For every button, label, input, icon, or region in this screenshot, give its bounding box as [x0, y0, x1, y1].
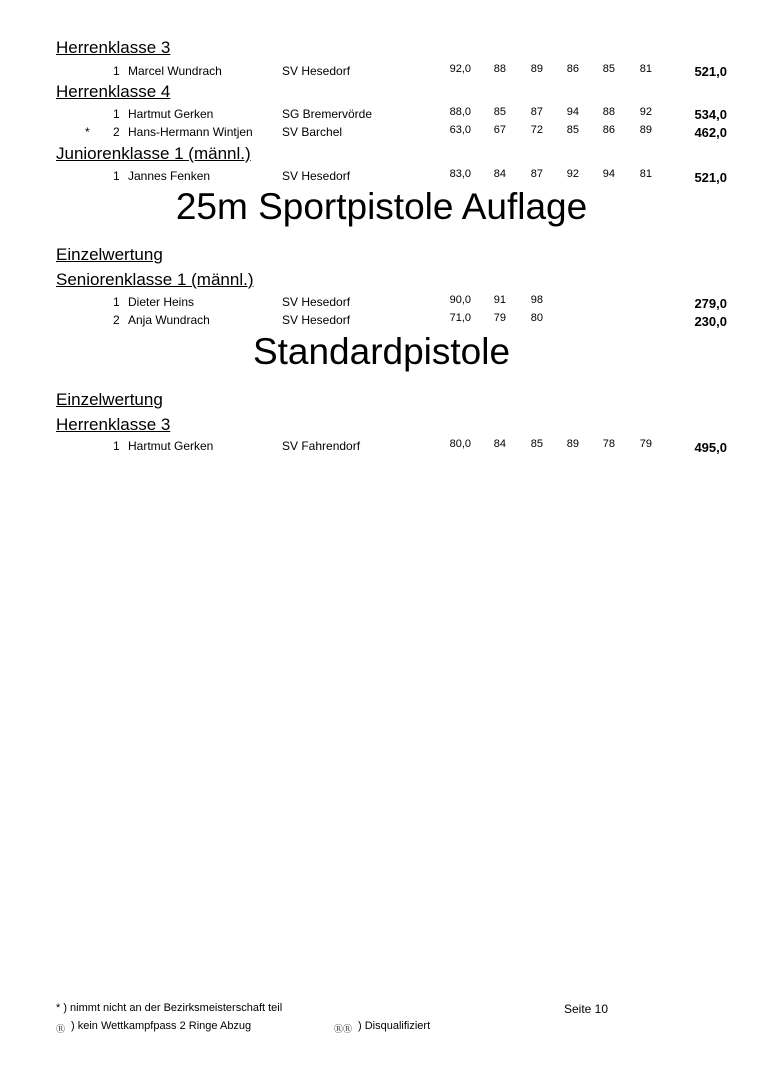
score: 85	[602, 63, 615, 75]
ranking-type-heading: Einzelwertung	[56, 390, 163, 409]
score: 79	[639, 438, 652, 450]
total-score: 521,0	[694, 170, 727, 185]
rank: 1	[113, 295, 120, 309]
score: 63,0	[449, 124, 471, 136]
score: 71,0	[449, 312, 471, 324]
footnote-non-participant: * ) nimmt nicht an der Bezirksmeisterschaft teil	[56, 1002, 283, 1014]
total-score: 495,0	[694, 440, 727, 455]
class-heading: Herrenklasse 3	[56, 415, 171, 434]
score: 89	[639, 124, 652, 136]
score: 87	[530, 106, 543, 118]
total-score: 521,0	[694, 64, 727, 79]
shooter-name: Jannes Fenken	[128, 169, 211, 183]
score: 92,0	[449, 63, 471, 75]
score: 92	[639, 106, 652, 118]
footnote-no-pass: ) kein Wettkampfpass 2 Ringe Abzug	[71, 1020, 252, 1032]
score: 84	[493, 168, 506, 180]
score: 90,0	[449, 294, 471, 306]
score: 94	[602, 168, 615, 180]
rank: 1	[113, 169, 120, 183]
total-score: 279,0	[694, 296, 727, 311]
score: 87	[530, 168, 543, 180]
score: 67	[493, 124, 506, 136]
shooter-name: Hans-Hermann Wintjen	[128, 125, 253, 139]
page-number: Seite 10	[564, 1002, 609, 1016]
score: 98	[530, 294, 543, 306]
class-heading: Herrenklasse 3	[56, 38, 171, 57]
rank: 2	[113, 313, 120, 327]
score: 85	[566, 124, 579, 136]
score: 88,0	[449, 106, 471, 118]
footnote-disqualified: ) Disqualifiziert	[358, 1020, 431, 1032]
discipline-title: Standardpistole	[252, 331, 511, 372]
no-pass-symbol: Ⓡ	[56, 1024, 66, 1034]
club-name: SV Barchel	[282, 125, 343, 139]
club-name: SV Hesedorf	[282, 64, 351, 78]
score: 94	[566, 106, 579, 118]
class-heading: Seniorenklasse 1 (männl.)	[56, 270, 254, 289]
score: 78	[602, 438, 615, 450]
score: 85	[530, 438, 543, 450]
score: 85	[493, 106, 506, 118]
discipline-title: 25m Sportpistole Auflage	[175, 186, 588, 227]
score: 84	[493, 438, 506, 450]
score: 88	[602, 106, 615, 118]
score: 86	[566, 63, 579, 75]
score: 92	[566, 168, 579, 180]
score: 72	[530, 124, 543, 136]
shooter-name: Anja Wundrach	[128, 313, 210, 327]
total-score: 534,0	[694, 107, 727, 122]
score: 79	[493, 312, 506, 324]
club-name: SV Hesedorf	[282, 295, 351, 309]
shooter-name: Marcel Wundrach	[128, 64, 222, 78]
total-score: 230,0	[694, 314, 727, 329]
rank: 1	[113, 64, 120, 78]
shooter-name: Dieter Heins	[128, 295, 195, 309]
disqualified-symbol: ⓇⓇ	[334, 1024, 353, 1034]
rank: 1	[113, 107, 120, 121]
score: 81	[639, 168, 652, 180]
score: 80,0	[449, 438, 471, 450]
score: 89	[530, 63, 543, 75]
ranking-type-heading: Einzelwertung	[56, 245, 163, 264]
shooter-name: Hartmut Gerken	[128, 107, 214, 121]
total-score: 462,0	[694, 125, 727, 140]
score: 80	[530, 312, 543, 324]
non-participant-mark: *	[85, 125, 90, 139]
club-name: SG Bremervörde	[282, 107, 373, 121]
score: 88	[493, 63, 506, 75]
score: 89	[566, 438, 579, 450]
rank: 1	[113, 439, 120, 453]
score: 86	[602, 124, 615, 136]
class-heading: Herrenklasse 4	[56, 82, 171, 101]
rank: 2	[113, 125, 120, 139]
shooter-name: Hartmut Gerken	[128, 439, 214, 453]
club-name: SV Hesedorf	[282, 313, 351, 327]
club-name: SV Fahrendorf	[282, 439, 361, 453]
class-heading: Juniorenklasse 1 (männl.)	[56, 144, 251, 163]
score: 83,0	[449, 168, 471, 180]
score: 81	[639, 63, 652, 75]
score: 91	[493, 294, 506, 306]
club-name: SV Hesedorf	[282, 169, 351, 183]
